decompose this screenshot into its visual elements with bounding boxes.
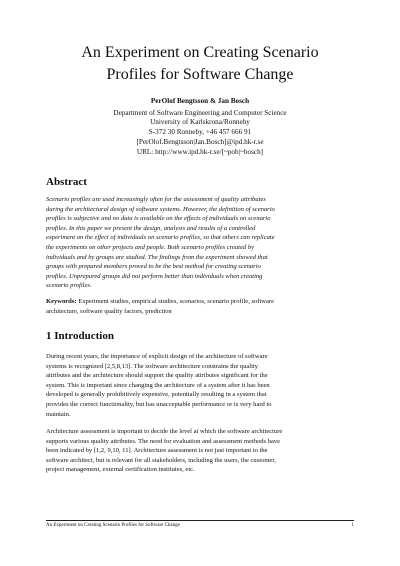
paper-title [40,42,360,86]
page-number: 1 [351,523,354,528]
paragraph-line: project management, external certification institutes, etc. [46,466,195,474]
abstract-line: individuals and by groups are studied. The findings from the experiment showed that [46,253,268,261]
paragraph-line: provides the correct functionality, but has unacceptable performance or is very hard to [46,400,272,408]
paragraph-line: maintain. [46,410,71,418]
keywords-line-2: architecture, software quality factors, prediction [46,307,172,315]
footer-running-title: An Experiment on Creating Scenario Profiles for Software Change [46,523,180,528]
author-department: Department of Software Engineering and Computer Science [113,108,287,117]
paragraph-line: system. This is important since changing the architecture of a system after it has been [46,381,270,389]
intro-paragraph-2 [46,427,354,475]
introduction-heading: 1 Introduction [46,330,114,342]
abstract-line: scenario profiles. [46,282,92,290]
author-address: S-372 30 Ronneby, +46 457 666 91 [148,128,252,137]
author-email: [PerOlof.Bengtsson|Jan.Bosch]@ipd.hk-r.se [136,137,264,146]
footer-divider [46,520,354,521]
abstract-line: the experiments on other projects and people. Both scenario profiles created by [46,243,254,251]
paragraph-line: supports various quality attributes. The need for evaluation and assessment methods have [46,437,281,445]
paragraph-line: systems is recognized [2,5,8,13]. The software architecture constrains the quality [46,362,259,370]
paragraph-line: developed is generally prohibitively expensive, potentially resulting in a system that [46,391,267,399]
paragraph-line: been indicated by [1,2, 9,10, 11]. Architecture assessment is not just important to the [46,447,268,455]
abstract-heading: Abstract [46,176,87,188]
author-names: PerOlof Bengtsson & Jan Bosch [150,97,250,105]
abstract-line: experiment on the effect of individuals on scenario profiles, so that others can replicate [46,234,275,242]
paragraph-line: software architect, but is relevant for all stakeholders, including the users, the customer, [46,456,276,464]
paragraph-line: attributes and the architecture should support the quality attributes significant for the [46,372,268,380]
paragraph-line: Architecture assessment is important to decide the level at which the software architecture [46,428,283,435]
abstract-line: groups with prepared members proved to be the best method for creating scenario [46,263,261,271]
abstract-line: profiles. Unprepared groups did not perform better than individuals when creating [46,272,263,280]
title-line-2: Profiles for Software Change [106,66,294,83]
abstract-line: Scenario profiles are used increasingly often for the assessment of quality attributes [46,196,266,203]
keywords-text-1: Experiment studies, empirical studies, scenarios, scenario profile, software [78,298,275,305]
abstract-line: profiles is subjective and no data is available on the effects of individuals on scenario [46,215,271,223]
keywords-line-1 [46,297,354,307]
abstract-line: during the architectural design of software systems. However, the definition of scenario [46,205,275,213]
intro-paragraph-1 [46,352,354,419]
paragraph-line: During recent years, the importance of explicit design of the architecture of software [46,353,268,360]
keywords-label: Keywords: [46,298,77,305]
page-footer [46,523,354,529]
abstract-line: profiles. In this paper we present the design, analysis and results of a controlled [46,224,256,232]
author-university: University of Karlskrona/Ronneby [150,118,250,127]
author-block [40,97,360,157]
keywords-block [46,297,354,316]
title-line-1: An Experiment on Creating Scenario [81,44,319,61]
abstract-body [46,195,354,291]
author-url: URL: http://www.ipd.hk-r.se/[~pob|~bosch] [136,147,264,156]
